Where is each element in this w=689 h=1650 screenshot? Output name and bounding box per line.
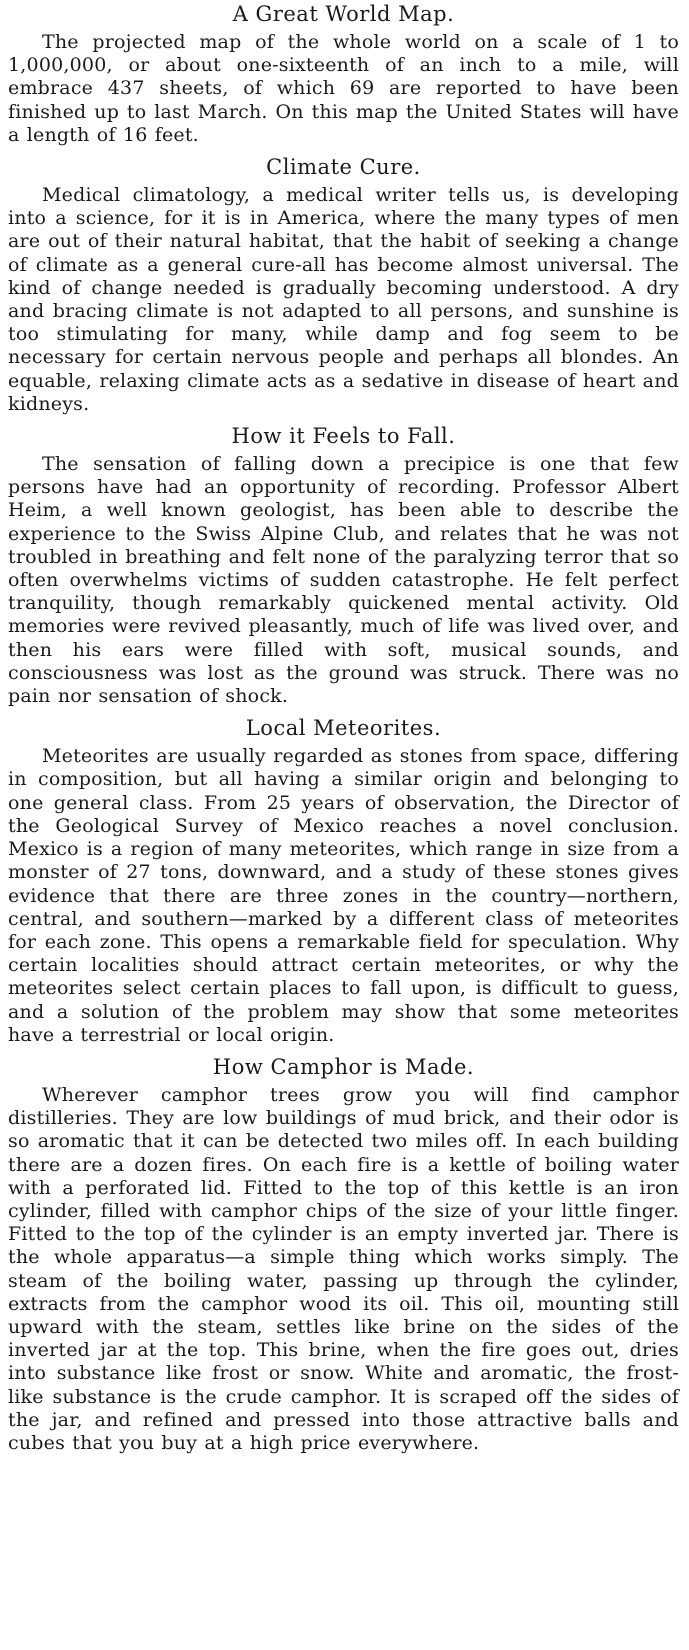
article-title: How it Feels to Fall. [231,424,456,449]
article-title: Climate Cure. [266,155,421,180]
article-world-map [8,2,679,147]
article-title: A Great World Map. [232,2,455,26]
article-climate-cure [8,155,679,416]
article-local-meteorites [8,716,679,1047]
article-body: The projected map of the whole world on a scale of 1 to 1,000,000, or about one-sixteenth of an inch to a mile, will embrace 437 sheets, of which 69 are reported to have been finished up to last March. On this map the United States will have a length of 16 feet. [8,31,679,146]
article-body: Meteorites are usually regarded as stones from space, differing in composition, but all having a similar origin and belonging to one general class. From 25 years of observation, the Director of the Geological Survey of Mexico reaches a novel conclusion. Mexico is a region of many meteorites, which range in size from a monster of 27 tons, downward, and a study of these stones gives evidence that there are three zones in the country—northern, central, and southern—marked by a different class of meteorites for each zone. This opens a remarkable field for speculation. Why certain localities should attract certain meteorites, or why the meteorites select certain places to fall upon, is difficult to guess, and a solution of the problem may show that some meteorites have a terrestrial or local origin. [8,745,679,1046]
article-how-camphor-is-made [8,1055,679,1455]
article-body: Wherever camphor trees grow you will find camphor distilleries. They are low buildings of mud brick, and their odor is so aromatic that it can be detected two miles off. In each building there are a dozen fires. On each fire is a kettle of boiling water with a perforated lid. Fitted to the top of this kettle is an iron cylinder, filled with camphor chips of the size of your little finger. Fitted to the top of the cylinder is an empty inverted jar. There is the whole apparatus—a simple thing which works simply. The steam of the boiling water, passing up through the cylinder, extracts from the camphor wood its oil. This oil, mounting still upward with the steam, settles like brine on the sides of the inverted jar at the top. This brine, when the fire goes out, dries into substance like frost or snow. White and aromatic, the frost-like substance is the crude camphor. It is scraped off the sides of the jar, and refined and pressed into those attractive balls and cubes that you buy at a high price everywhere. [8,1083,679,1454]
article-body: The sensation of falling down a precipice is one that few persons have had an opportunity of recording. Professor Albert Heim, a well known geologist, has been able to describe the experience to the Swiss Alpine Club, and relates that he was not troubled in breathing and felt none of the paralyzing terror that so often overwhelms victims of sudden catastrophe. He felt perfect tranquility, though remarkably quickened mental activity. Old memories were revived pleasantly, much of life was lived over, and then his ears were filled with soft, musical sounds, and consciousness was lost as the ground was struck. There was no pain nor sensation of shock. [8,453,679,708]
article-title: How Camphor is Made. [212,1054,475,1079]
article-title: Local Meteorites. [245,716,442,741]
article-body: Medical climatology, a medical writer tells us, is developing into a science, for it is in America, where the many types of men are out of their natural habitat, that the habit of seeking a change of climate as a general cure-all has become almost universal. The kind of change needed is gradually becoming understood. A dry and bracing climate is not adapted to all persons, and sunshine is too stimulating for many, while damp and fog seem to be necessary for certain nervous people and perhaps all blondes. An equable, relaxing climate acts as a sedative in disease of heart and kidneys. [8,184,679,415]
article-how-it-feels-to-fall [8,424,679,708]
